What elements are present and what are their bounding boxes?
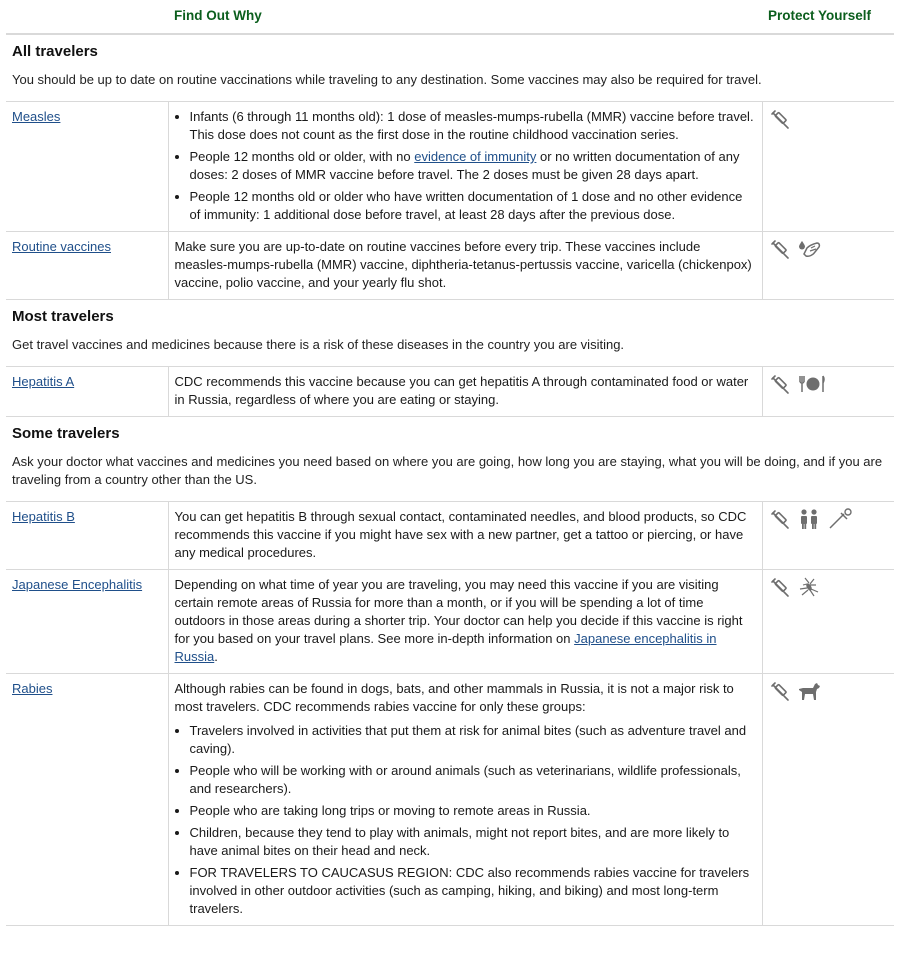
rabies-intro: Although rabies can be found in dogs, bats, and other mammals in Russia, it is not a major risk to most travelers. CDC recommends rabies vaccine for only these groups: xyxy=(174,681,734,714)
hepatitis-b-link[interactable]: Hepatitis B xyxy=(12,509,75,524)
header-protect-yourself: Protect Yourself xyxy=(762,0,894,34)
hepatitis-a-icons xyxy=(769,373,889,395)
hepatitis-b-icons xyxy=(769,508,889,530)
dog-icon xyxy=(797,680,821,702)
header-find-out-why: Find Out Why xyxy=(168,0,762,34)
list-item: • Infants (6 through 11 months old): 1 dose of measles-mumps-rubella (MMR) vaccine before travel. This dose does not count as the first dose in the routine childhood vaccination series. xyxy=(190,108,756,144)
routine-vaccines-text: Make sure you are up-to-date on routine vaccines before every trip. These vaccines include measles-mumps-rubella (MMR) vaccine, diphtheria-tetanus-pertussis vaccine, varicella (chickenpox) vaccine, polio vaccine, and your yearly flu shot. xyxy=(174,239,752,290)
hepatitis-b-text: You can get hepatitis B through sexual contact, contaminated needles, and blood products, so CDC recommends this vaccine if you might have sex with a new partner, get a tattoo or piercing, or have any medical procedures. xyxy=(174,509,747,560)
japanese-encephalitis-link[interactable]: Japanese Encephalitis xyxy=(12,577,143,592)
text-fragment: People 12 months old or older, with no xyxy=(189,149,415,164)
hepatitis-a-link[interactable]: Hepatitis A xyxy=(12,374,75,389)
syringe-icon xyxy=(769,508,791,530)
routine-icons xyxy=(769,238,889,260)
rabies-bullets xyxy=(175,722,756,918)
table-row-routine-vaccines xyxy=(6,232,894,300)
category-title: All travelers xyxy=(12,43,98,60)
list-item xyxy=(190,148,756,184)
rabies-icons xyxy=(769,680,889,702)
text-fragment: Depending on what time of year you are traveling, you may need this vaccine if you are visiting certain remote areas of Russia for more than a month, or if you will be spending a lot of time outdoors in those areas during a shorter trip. Your doctor can help you decide if this vaccine is right for you based on your travel plans. See more in-depth information on xyxy=(174,577,743,646)
table-row-hepatitis-b xyxy=(6,502,894,570)
category-description: You should be up to date on routine vaccinations while traveling to any destination. Some vaccines may also be required for travel. xyxy=(12,72,762,87)
list-item: • FOR TRAVELERS TO CAUCASUS REGION: CDC also recommends rabies vaccine for travelers involved in other outdoor activities (such as camping, hiking, and biking) and most long-term travelers. xyxy=(190,864,756,918)
list-item: • Children, because they tend to play with animals, might not report bites, and are more likely to have animal bites on their head and neck. xyxy=(190,824,756,860)
evidence-of-immunity-link[interactable]: evidence of immunity xyxy=(414,149,537,164)
measles-icons xyxy=(769,108,889,130)
needle-icon xyxy=(827,508,853,530)
category-some-travelers xyxy=(6,417,894,502)
vaccine-page xyxy=(6,0,900,926)
hepatitis-a-text: CDC recommends this vaccine because you can get hepatitis A through contaminated food or water in Russia, regardless of where you are eating or staying. xyxy=(174,374,749,407)
header-blank xyxy=(6,0,168,34)
vaccines-table xyxy=(6,0,894,926)
table-row-japanese-encephalitis xyxy=(6,570,894,674)
japanese-encephalitis-icons xyxy=(769,576,889,598)
measles-bullets xyxy=(175,108,756,224)
list-item: • Travelers involved in activities that put them at risk for animal bites (such as adventure travel and caving). xyxy=(190,722,756,758)
text-fragment: or no written documentation of any doses: 2 doses of MMR vaccine before travel. The 2 doses must be given 28 days apart. xyxy=(189,149,740,182)
list-item: • People who are taking long trips or moving to remote areas in Russia. xyxy=(190,802,756,820)
table-row-hepatitis-a xyxy=(6,367,894,417)
japanese-encephalitis-text xyxy=(175,576,756,666)
category-description: Ask your doctor what vaccines and medicines you need based on where you are going, how long you are staying, what you will be doing, and if you are traveling from a country other than the US. xyxy=(12,454,883,487)
rabies-link[interactable]: Rabies xyxy=(12,681,53,696)
table-row-rabies xyxy=(6,674,894,926)
routine-vaccines-link[interactable]: Routine vaccines xyxy=(12,239,111,254)
table-header xyxy=(6,0,894,34)
list-item: • People who will be working with or around animals (such as veterinarians, wildlife professionals, and researchers). xyxy=(190,762,756,798)
category-all-travelers xyxy=(6,34,894,102)
category-most-travelers xyxy=(6,300,894,367)
japanese-encephalitis-in-russia-link[interactable]: Japanese encephalitis in Russia xyxy=(174,631,717,664)
syringe-icon xyxy=(769,680,791,702)
syringe-icon xyxy=(769,373,791,395)
couple-icon xyxy=(797,508,821,530)
syringe-icon xyxy=(769,576,791,598)
list-item: • People 12 months old or older who have written documentation of 1 dose and no other evidence of immunity: 1 additional dose before travel, at least 28 days after the previous dose. xyxy=(190,188,756,224)
hand-droplet-icon xyxy=(797,238,823,260)
category-title: Most travelers xyxy=(12,308,114,325)
category-description: Get travel vaccines and medicines because there is a risk of these diseases in the country you are visiting. xyxy=(12,337,625,352)
mosquito-icon xyxy=(797,576,821,598)
syringe-icon xyxy=(769,108,791,130)
category-title: Some travelers xyxy=(12,425,120,442)
table-row-measles xyxy=(6,102,894,232)
syringe-icon xyxy=(769,238,791,260)
measles-link[interactable]: Measles xyxy=(12,109,61,124)
text-fragment: . xyxy=(214,649,218,664)
food-water-icon xyxy=(797,373,827,395)
